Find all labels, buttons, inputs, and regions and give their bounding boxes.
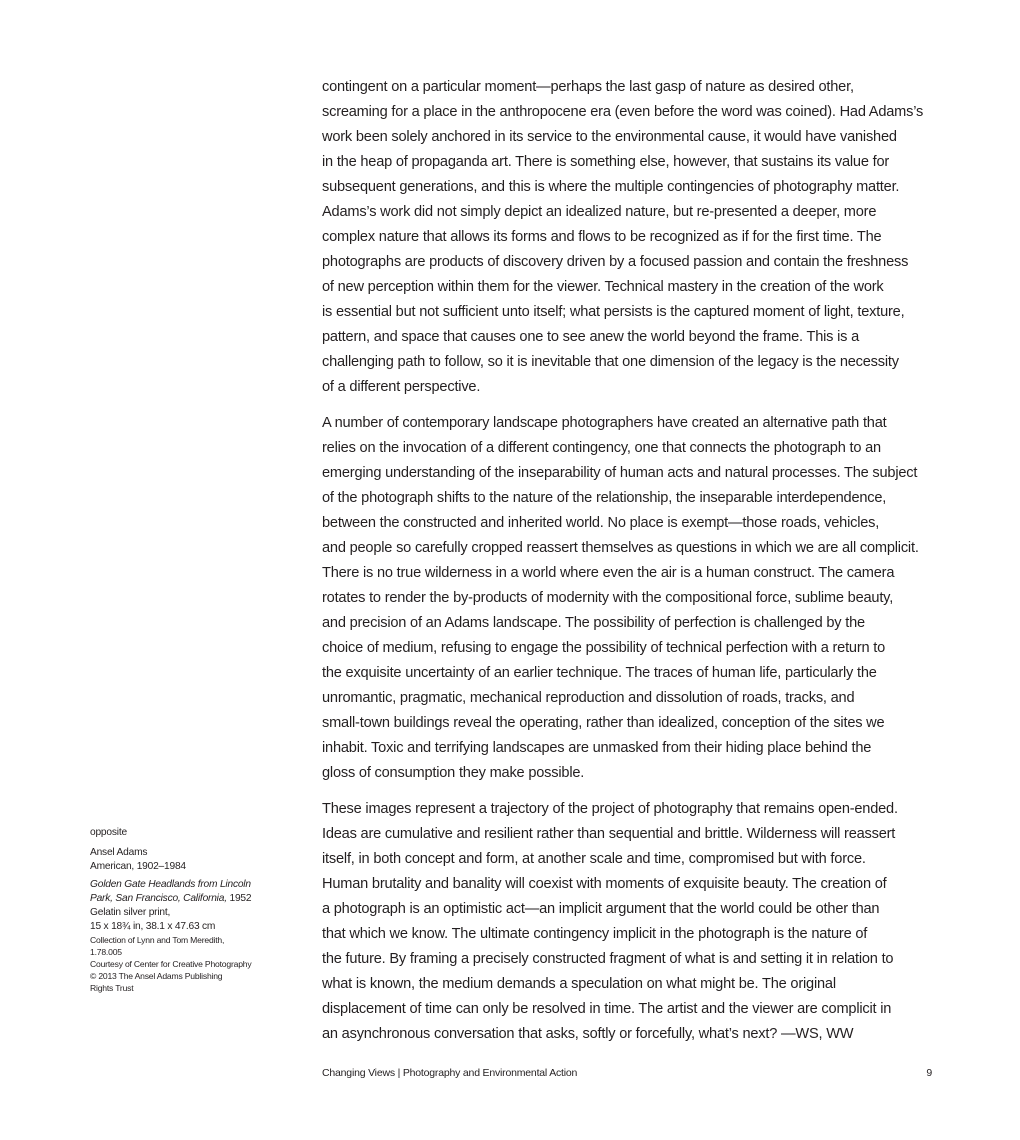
text-line: challenging path to follow, so it is inevitable that one dimension of the legacy is the necessity — [322, 354, 899, 370]
text-line: There is no true wilderness in a world where even the air is a human construct. The camera — [322, 565, 895, 581]
text-line: emerging understanding of the inseparability of human acts and natural processes. The subject — [322, 465, 918, 481]
page-number: 9 — [926, 1067, 932, 1079]
caption-year: 1952 — [226, 893, 252, 904]
text-line: in the heap of propaganda art. There is something else, however, that sustains its value for — [322, 154, 890, 170]
text-line: what is known, the medium demands a speculation on what might be. The original — [322, 976, 836, 992]
text-line: complex nature that allows its forms and flows to be recognized as if for the first time. The — [322, 229, 882, 245]
text-line: Adams’s work did not simply depict an idealized nature, but re-presented a deeper, more — [322, 204, 877, 220]
text-line: of a different perspective. — [322, 379, 481, 395]
text-line: pattern, and space that causes one to see anew the world beyond the frame. This is a — [322, 329, 860, 345]
text-line: choice of medium, refusing to engage the possibility of technical perfection with a return to — [322, 640, 886, 656]
page-footer — [322, 1067, 932, 1079]
text-line: unromantic, pragmatic, mechanical reproduction and dissolution of roads, tracks, and — [322, 690, 855, 706]
text-line: itself, in both concept and form, at another scale and time, compromised but with force. — [322, 851, 866, 867]
text-line: photographs are products of discovery driven by a focused passion and contain the freshness — [322, 254, 909, 270]
caption-title-italic: Park, San Francisco, California, — [90, 893, 227, 904]
text-line: that which we know. The ultimate contingency implicit in the photograph is the nature of — [322, 926, 868, 942]
running-title: Changing Views | Photography and Environmental Action — [322, 1067, 578, 1079]
caption-title-line-1: Golden Gate Headlands from Lincoln — [90, 879, 251, 890]
text-line: between the constructed and inherited world. No place is exempt—those roads, vehicles, — [322, 515, 880, 531]
caption-artist: Ansel Adams — [90, 847, 148, 858]
text-line: Human brutality and banality will coexist with moments of exquisite beauty. The creation of — [322, 876, 887, 892]
text-line: relies on the invocation of a different contingency, one that connects the photograph to an — [322, 440, 881, 456]
caption-copyright-2: Rights Trust — [90, 983, 134, 993]
text-line: the future. By framing a precisely constructed fragment of what is and setting it in relation to — [322, 951, 894, 967]
caption-collection-2: 1.78.005 — [90, 947, 122, 957]
text-line: rotates to render the by-products of modernity with the compositional force, sublime beauty, — [322, 590, 894, 606]
text-line: the exquisite uncertainty of an earlier technique. The traces of human life, particularly the — [322, 665, 877, 681]
text-line: a photograph is an optimistic act—an implicit argument that the world could be other than — [322, 901, 880, 917]
text-line: of the photograph shifts to the nature of the relationship, the inseparable interdependence, — [322, 490, 887, 506]
text-line: and people so carefully cropped reassert themselves as questions in which we are all complicit. — [322, 540, 919, 556]
text-line: contingent on a particular moment—perhaps the last gasp of nature as desired other, — [322, 79, 854, 95]
caption-collection-1: Collection of Lynn and Tom Meredith, — [90, 935, 225, 945]
caption-nationality-dates: American, 1902–1984 — [90, 861, 186, 872]
text-line: is essential but not sufficient unto itself; what persists is the captured moment of light, texture, — [322, 304, 905, 320]
caption-title-line-2 — [90, 892, 290, 906]
text-line: These images represent a trajectory of the project of photography that remains open-ended. — [322, 801, 898, 817]
text-line: subsequent generations, and this is where the multiple contingencies of photography matter. — [322, 179, 900, 195]
text-line: inhabit. Toxic and terrifying landscapes are unmasked from their hiding place behind the — [322, 740, 872, 756]
text-line: displacement of time can only be resolved in time. The artist and the viewer are complicit in — [322, 1001, 892, 1017]
paragraph-1 — [322, 75, 940, 400]
caption-copyright-1: © 2013 The Ansel Adams Publishing — [90, 971, 223, 981]
text-line: of new perception within them for the viewer. Technical mastery in the creation of the work — [322, 279, 884, 295]
text-line: an asynchronous conversation that asks, softly or forcefully, what’s next? —WS, WW — [322, 1026, 854, 1042]
text-line: work been solely anchored in its service to the environmental cause, it would have vanished — [322, 129, 897, 145]
caption-label: opposite — [90, 827, 127, 838]
body-text-column — [322, 75, 940, 1047]
text-line: A number of contemporary landscape photographers have created an alternative path that — [322, 415, 887, 431]
text-line: and precision of an Adams landscape. The possibility of perfection is challenged by the — [322, 615, 865, 631]
paragraph-2 — [322, 411, 940, 786]
caption-dimensions: 15 x 18¾ in, 38.1 x 47.63 cm — [90, 921, 216, 932]
text-line: screaming for a place in the anthropocene era (even before the word was coined). Had Adams’s — [322, 104, 924, 120]
paragraph-3 — [322, 797, 940, 1047]
image-caption — [90, 826, 290, 994]
caption-courtesy: Courtesy of Center for Creative Photography — [90, 959, 252, 969]
text-line: Ideas are cumulative and resilient rather than sequential and brittle. Wilderness will reassert — [322, 826, 896, 842]
text-line: small-town buildings reveal the operating, rather than idealized, conception of the sites we — [322, 715, 885, 731]
text-line: gloss of consumption they make possible. — [322, 765, 585, 781]
caption-medium: Gelatin silver print, — [90, 907, 171, 918]
